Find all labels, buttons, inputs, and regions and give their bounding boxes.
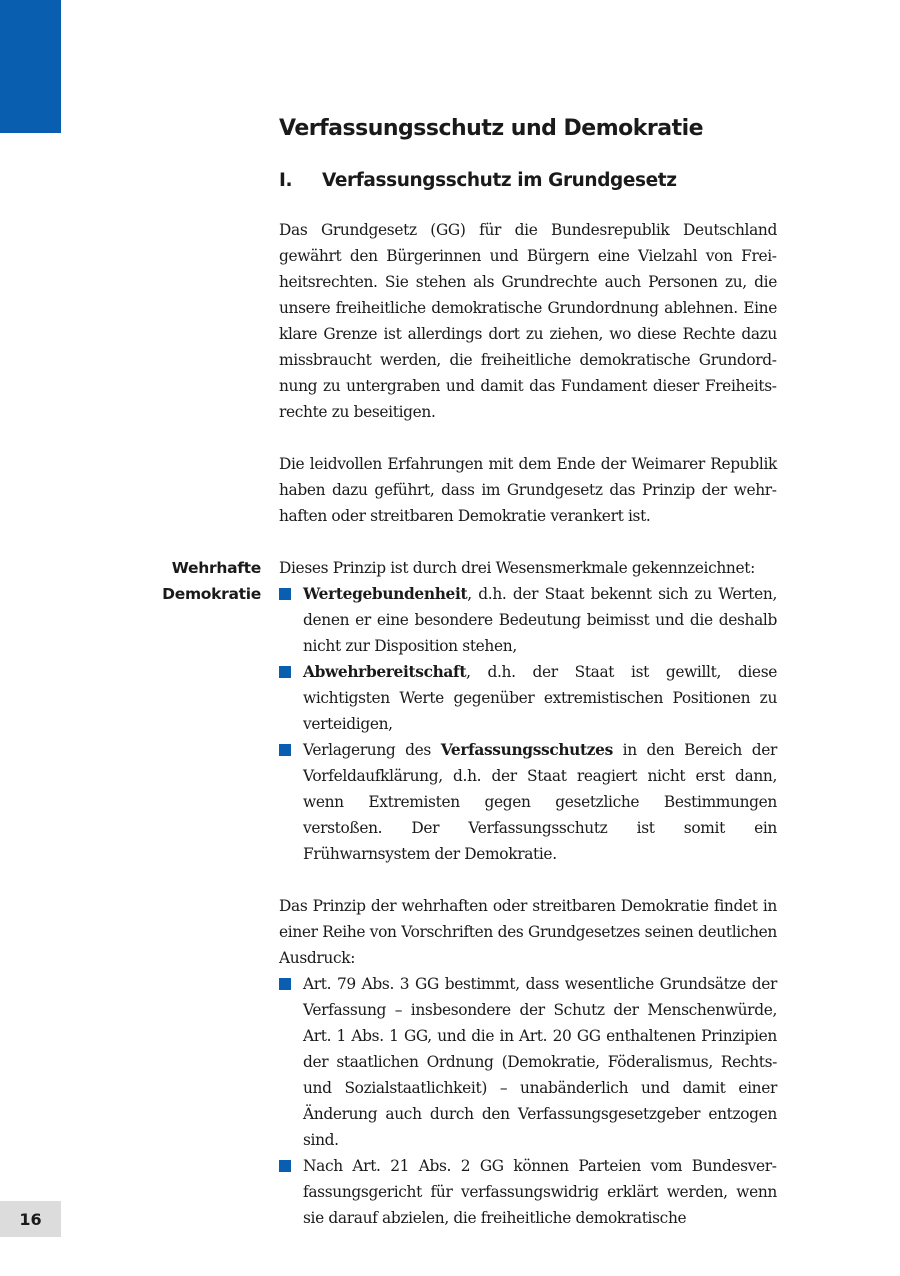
list-item: [279, 581, 777, 659]
item-text: , d.h. der Staat bekennt sich zu Werten, denen er eine besondere Bedeutung beimisst und die deshalb nicht zur Disposition stehen,: [303, 585, 777, 655]
paragraph: Die leidvollen Erfahrungen mit dem Ende der Weimarer Republik haben dazu geführt, dass im Grundgesetz das Prinzip der wehrhaften oder streitbaren Demokratie verankert ist.: [279, 455, 777, 525]
page-title: Verfassungsschutz und Demokratie: [279, 116, 704, 141]
square-bullet-icon: [279, 666, 291, 678]
list-item: [279, 971, 777, 1153]
section-heading: [279, 167, 777, 195]
list-intro: Das Prinzip der wehrhaften oder streitbaren Demokratie findet in einer Reihe von Vorschriften des Grundgesetzes seinen deutlichen Ausdruck:: [279, 897, 777, 967]
margin-label: [162, 555, 261, 607]
item-bold-term: Wertegebundenheit: [303, 585, 468, 603]
list-item: [279, 1153, 777, 1231]
corner-color-block: [0, 0, 61, 133]
paragraph: Das Grundgesetz (GG) für die Bundesrepublik Deutschland gewährt den Bürgerinnen und Bürgern eine Vielzahl von Freiheitsrechten. Sie stehen als Grundrechte auch Personen zu, die unsere freiheitliche demokratische Grundordnung ablehnen. Eine klare Grenze ist allerdings dort zu ziehen, wo diese Rechte dazu missbraucht werden, die freiheitliche demokratische Grundordnung zu untergraben und damit das Fundament dieser Freiheitsrechte zu beseitigen.: [279, 221, 777, 421]
item-text: in den Bereich der Vorfeldaufklärung, d.h. der Staat reagiert nicht erst dann, wenn Extremisten gegen gesetzliche Bestimmungen verstoßen. Der Verfassungsschutz ist somit ein Frühwarnsystem der Demokratie.: [303, 741, 777, 863]
square-bullet-icon: [279, 978, 291, 990]
page-content: [162, 113, 777, 1231]
list-intro: Dieses Prinzip ist durch drei Wesensmerkmale gekennzeichnet:: [279, 559, 755, 577]
wehrhafte-demokratie-section: [162, 555, 777, 867]
item-text: , d.h. der Staat ist gewillt, diese wichtigsten Werte gegenüber extremistischen Positionen zu verteidigen,: [303, 663, 777, 733]
square-bullet-icon: [279, 1160, 291, 1172]
section-title: Verfassungsschutz im Grundgesetz: [322, 170, 677, 191]
item-text: Art. 79 Abs. 3 GG bestimmt, dass wesentliche Grundsätze der Verfassung – insbesondere der Schutz der Menschenwürde, Art. 1 Abs. 1 GG, und die in Art. 20 GG enthaltenen Prinzipien der staatlichen Ordnung (Demokratie, Föderalismus, Rechts- und Sozialstaatlichkeit) – unabänderlich und damit einer Änderung auch durch den Verfassungsgesetzgeber entzogen sind.: [303, 975, 777, 1149]
section-number: I.: [279, 170, 293, 191]
list-item: [279, 659, 777, 737]
square-bullet-icon: [279, 588, 291, 600]
page-number: 16: [0, 1201, 61, 1237]
margin-label-line: Demokratie: [162, 585, 261, 603]
list-item: [279, 737, 777, 867]
item-bold-term: Abwehrbereitschaft: [303, 663, 467, 681]
item-bold-term: Verfassungsschutzes: [440, 741, 613, 759]
square-bullet-icon: [279, 744, 291, 756]
bullet-list: [279, 581, 777, 867]
item-text: Verlagerung des: [303, 741, 441, 759]
grundgesetz-provisions-section: [279, 893, 777, 1231]
bullet-list: [279, 971, 777, 1231]
item-text: Nach Art. 21 Abs. 2 GG können Parteien vom Bundesverfassungsgericht für verfassungswidrig erklärt werden, wenn sie darauf abzielen, die freiheitliche demokratische: [303, 1157, 777, 1227]
margin-label-line: Wehrhafte: [171, 559, 261, 577]
